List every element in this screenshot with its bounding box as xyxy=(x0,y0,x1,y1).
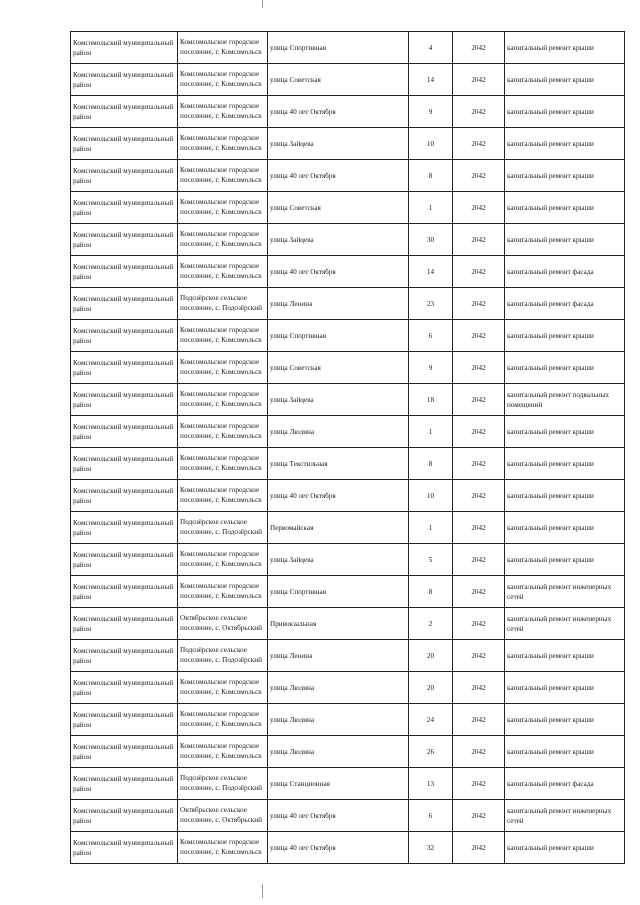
district-cell: Комсомольский муниципальный район xyxy=(71,64,178,96)
year-cell: 2042 xyxy=(453,800,505,832)
work-type-cell: капитальный ремонт крыши xyxy=(505,160,625,192)
house-number-cell: 9 xyxy=(409,352,453,384)
house-number-cell: 13 xyxy=(409,768,453,800)
house-number-cell: 6 xyxy=(409,320,453,352)
house-number-cell: 8 xyxy=(409,160,453,192)
street-cell: улица Люлина xyxy=(268,416,409,448)
work-type-cell: капитальный ремонт крыши xyxy=(505,224,625,256)
work-type-cell: капитальный ремонт крыши xyxy=(505,640,625,672)
settlement-cell: Комсомольское городское поселение, г. Комсомольск xyxy=(178,224,268,256)
work-type-cell: капитальный ремонт крыши xyxy=(505,352,625,384)
table-row xyxy=(71,256,625,288)
street-cell: улица Советская xyxy=(268,64,409,96)
year-cell: 2042 xyxy=(453,736,505,768)
table-row xyxy=(71,288,625,320)
house-number-cell: 24 xyxy=(409,704,453,736)
year-cell: 2042 xyxy=(453,608,505,640)
table-row xyxy=(71,128,625,160)
year-cell: 2042 xyxy=(453,576,505,608)
table-row xyxy=(71,608,625,640)
work-type-cell: капитальный ремонт крыши xyxy=(505,128,625,160)
street-cell: улица 40 лет Октября xyxy=(268,832,409,864)
settlement-cell: Комсомольское городское поселение, г. Комсомольск xyxy=(178,64,268,96)
house-number-cell: 2 xyxy=(409,608,453,640)
street-cell: Первомайская xyxy=(268,512,409,544)
street-cell: улица Советская xyxy=(268,192,409,224)
settlement-cell: Комсомольское городское поселение, г. Комсомольск xyxy=(178,480,268,512)
year-cell: 2042 xyxy=(453,192,505,224)
house-number-cell: 23 xyxy=(409,288,453,320)
table-row xyxy=(71,448,625,480)
table-row xyxy=(71,416,625,448)
table-row xyxy=(71,352,625,384)
district-cell: Комсомольский муниципальный район xyxy=(71,416,178,448)
year-cell: 2042 xyxy=(453,640,505,672)
table-body xyxy=(71,32,625,864)
street-cell: улица Зайцева xyxy=(268,544,409,576)
street-cell: улица Зайцева xyxy=(268,384,409,416)
district-cell: Комсомольский муниципальный район xyxy=(71,256,178,288)
year-cell: 2042 xyxy=(453,480,505,512)
house-number-cell: 5 xyxy=(409,544,453,576)
house-number-cell: 20 xyxy=(409,640,453,672)
settlement-cell: Комсомольское городское поселение, г. Комсомольск xyxy=(178,576,268,608)
table-row xyxy=(71,800,625,832)
table-row xyxy=(71,32,625,64)
table-row xyxy=(71,384,625,416)
street-cell: улица Станционная xyxy=(268,768,409,800)
settlement-cell: Комсомольское городское поселение, г. Комсомольск xyxy=(178,192,268,224)
settlement-cell: Комсомольское городское поселение, г. Комсомольск xyxy=(178,704,268,736)
street-cell: улица Текстильная xyxy=(268,448,409,480)
house-number-cell: 30 xyxy=(409,224,453,256)
house-number-cell: 20 xyxy=(409,672,453,704)
district-cell: Комсомольский муниципальный район xyxy=(71,96,178,128)
settlement-cell: Комсомольское городское поселение, г. Комсомольск xyxy=(178,384,268,416)
district-cell: Комсомольский муниципальный район xyxy=(71,128,178,160)
work-type-cell: капитальный ремонт крыши xyxy=(505,480,625,512)
street-cell: улица 40 лет Октября xyxy=(268,800,409,832)
street-cell: улица Спортивная xyxy=(268,32,409,64)
table-row xyxy=(71,704,625,736)
district-cell: Комсомольский муниципальный район xyxy=(71,32,178,64)
district-cell: Комсомольский муниципальный район xyxy=(71,576,178,608)
settlement-cell: Комсомольское городское поселение, г. Комсомольск xyxy=(178,448,268,480)
year-cell: 2042 xyxy=(453,160,505,192)
table-row xyxy=(71,672,625,704)
street-cell: улица Зайцева xyxy=(268,128,409,160)
year-cell: 2042 xyxy=(453,448,505,480)
district-cell: Комсомольский муниципальный район xyxy=(71,512,178,544)
table-row xyxy=(71,512,625,544)
work-type-cell: капитальный ремонт крыши xyxy=(505,544,625,576)
work-type-cell: капитальный ремонт крыши xyxy=(505,832,625,864)
street-cell: улица Ленина xyxy=(268,288,409,320)
year-cell: 2042 xyxy=(453,544,505,576)
settlement-cell: Комсомольское городское поселение, г. Комсомольск xyxy=(178,736,268,768)
settlement-cell: Комсомольское городское поселение, г. Комсомольск xyxy=(178,96,268,128)
table-row xyxy=(71,192,625,224)
house-number-cell: 26 xyxy=(409,736,453,768)
year-cell: 2042 xyxy=(453,320,505,352)
settlement-cell: Октябрьское сельское поселение, с. Октябрьский xyxy=(178,608,268,640)
street-cell: улица Люлина xyxy=(268,704,409,736)
work-type-cell: капитальный ремонт крыши xyxy=(505,416,625,448)
street-cell: улица Зайцева xyxy=(268,224,409,256)
district-cell: Комсомольский муниципальный район xyxy=(71,384,178,416)
year-cell: 2042 xyxy=(453,512,505,544)
year-cell: 2042 xyxy=(453,768,505,800)
table-row xyxy=(71,768,625,800)
district-cell: Комсомольский муниципальный район xyxy=(71,768,178,800)
street-cell: улица Советская xyxy=(268,352,409,384)
house-number-cell: 9 xyxy=(409,96,453,128)
house-number-cell: 32 xyxy=(409,832,453,864)
district-cell: Комсомольский муниципальный район xyxy=(71,736,178,768)
table-row xyxy=(71,544,625,576)
street-cell: улица Спортивная xyxy=(268,576,409,608)
work-type-cell: капитальный ремонт инженерных сетей xyxy=(505,576,625,608)
district-cell: Комсомольский муниципальный район xyxy=(71,160,178,192)
settlement-cell: Комсомольское городское поселение, г. Комсомольск xyxy=(178,832,268,864)
work-type-cell: капитальный ремонт инженерных сетей xyxy=(505,608,625,640)
top-scan-mark xyxy=(262,0,263,8)
house-number-cell: 1 xyxy=(409,192,453,224)
work-type-cell: капитальный ремонт инженерных сетей xyxy=(505,800,625,832)
year-cell: 2042 xyxy=(453,704,505,736)
house-number-cell: 1 xyxy=(409,416,453,448)
settlement-cell: Комсомольское городское поселение, г. Комсомольск xyxy=(178,416,268,448)
district-cell: Комсомольский муниципальный район xyxy=(71,448,178,480)
work-type-cell: капитальный ремонт крыши xyxy=(505,512,625,544)
table-row xyxy=(71,480,625,512)
settlement-cell: Октябрьское сельское поселение, с. Октябрьский xyxy=(178,800,268,832)
bottom-scan-mark xyxy=(262,884,263,898)
year-cell: 2042 xyxy=(453,64,505,96)
district-cell: Комсомольский муниципальный район xyxy=(71,352,178,384)
table-row xyxy=(71,576,625,608)
settlement-cell: Комсомольское городское поселение, г. Комсомольск xyxy=(178,32,268,64)
district-cell: Комсомольский муниципальный район xyxy=(71,288,178,320)
street-cell: улица 40 лет Октября xyxy=(268,96,409,128)
table-row xyxy=(71,736,625,768)
house-number-cell: 14 xyxy=(409,64,453,96)
work-type-cell: капитальный ремонт фасада xyxy=(505,288,625,320)
settlement-cell: Комсомольское городское поселение, г. Комсомольск xyxy=(178,672,268,704)
house-number-cell: 18 xyxy=(409,384,453,416)
work-type-cell: капитальный ремонт фасада xyxy=(505,256,625,288)
year-cell: 2042 xyxy=(453,352,505,384)
work-type-cell: капитальный ремонт крыши xyxy=(505,32,625,64)
house-number-cell: 10 xyxy=(409,128,453,160)
settlement-cell: Комсомольское городское поселение, г. Комсомольск xyxy=(178,160,268,192)
settlement-cell: Комсомольское городское поселение, г. Комсомольск xyxy=(178,320,268,352)
street-cell: улица 40 лет Октября xyxy=(268,480,409,512)
work-type-cell: капитальный ремонт подвальных помещений xyxy=(505,384,625,416)
district-cell: Комсомольский муниципальный район xyxy=(71,704,178,736)
housing-repair-table xyxy=(70,31,625,864)
settlement-cell: Комсомольское городское поселение, г. Комсомольск xyxy=(178,352,268,384)
work-type-cell: капитальный ремонт крыши xyxy=(505,736,625,768)
year-cell: 2042 xyxy=(453,832,505,864)
house-number-cell: 10 xyxy=(409,480,453,512)
work-type-cell: капитальный ремонт крыши xyxy=(505,64,625,96)
district-cell: Комсомольский муниципальный район xyxy=(71,480,178,512)
work-type-cell: капитальный ремонт крыши xyxy=(505,192,625,224)
year-cell: 2042 xyxy=(453,416,505,448)
work-type-cell: капитальный ремонт крыши xyxy=(505,448,625,480)
year-cell: 2042 xyxy=(453,288,505,320)
table-row xyxy=(71,160,625,192)
work-type-cell: капитальный ремонт крыши xyxy=(505,704,625,736)
house-number-cell: 1 xyxy=(409,512,453,544)
district-cell: Комсомольский муниципальный район xyxy=(71,800,178,832)
settlement-cell: Подозёрское сельское поселение, с. Подозёрский xyxy=(178,768,268,800)
district-cell: Комсомольский муниципальный район xyxy=(71,640,178,672)
street-cell: улица 40 лет Октября xyxy=(268,256,409,288)
house-number-cell: 8 xyxy=(409,576,453,608)
work-type-cell: капитальный ремонт крыши xyxy=(505,96,625,128)
street-cell: улица Ленина xyxy=(268,640,409,672)
district-cell: Комсомольский муниципальный район xyxy=(71,224,178,256)
year-cell: 2042 xyxy=(453,128,505,160)
work-type-cell: капитальный ремонт крыши xyxy=(505,672,625,704)
street-cell: улица Спортивная xyxy=(268,320,409,352)
settlement-cell: Комсомольское городское поселение, г. Комсомольск xyxy=(178,128,268,160)
street-cell: улица Люлина xyxy=(268,672,409,704)
year-cell: 2042 xyxy=(453,96,505,128)
street-cell: улица 40 лет Октября xyxy=(268,160,409,192)
year-cell: 2042 xyxy=(453,256,505,288)
street-cell: улица Люлина xyxy=(268,736,409,768)
year-cell: 2042 xyxy=(453,32,505,64)
work-type-cell: капитальный ремонт крыши xyxy=(505,320,625,352)
district-cell: Комсомольский муниципальный район xyxy=(71,608,178,640)
district-cell: Комсомольский муниципальный район xyxy=(71,544,178,576)
year-cell: 2042 xyxy=(453,672,505,704)
house-number-cell: 8 xyxy=(409,448,453,480)
table-row xyxy=(71,224,625,256)
street-cell: Привокзальная xyxy=(268,608,409,640)
settlement-cell: Комсомольское городское поселение, г. Комсомольск xyxy=(178,256,268,288)
house-number-cell: 14 xyxy=(409,256,453,288)
table-row xyxy=(71,320,625,352)
table-row xyxy=(71,640,625,672)
table-row xyxy=(71,832,625,864)
settlement-cell: Подозёрское сельское поселение, с. Подозёрский xyxy=(178,512,268,544)
year-cell: 2042 xyxy=(453,384,505,416)
district-cell: Комсомольский муниципальный район xyxy=(71,832,178,864)
settlement-cell: Комсомольское городское поселение, г. Комсомольск xyxy=(178,544,268,576)
district-cell: Комсомольский муниципальный район xyxy=(71,192,178,224)
table-row xyxy=(71,64,625,96)
house-number-cell: 4 xyxy=(409,32,453,64)
district-cell: Комсомольский муниципальный район xyxy=(71,672,178,704)
settlement-cell: Подозёрское сельское поселение, с. Подозёрский xyxy=(178,640,268,672)
year-cell: 2042 xyxy=(453,224,505,256)
table-row xyxy=(71,96,625,128)
work-type-cell: капитальный ремонт фасада xyxy=(505,768,625,800)
settlement-cell: Подозёрское сельское поселение, с. Подозёрский xyxy=(178,288,268,320)
district-cell: Комсомольский муниципальный район xyxy=(71,320,178,352)
house-number-cell: 6 xyxy=(409,800,453,832)
